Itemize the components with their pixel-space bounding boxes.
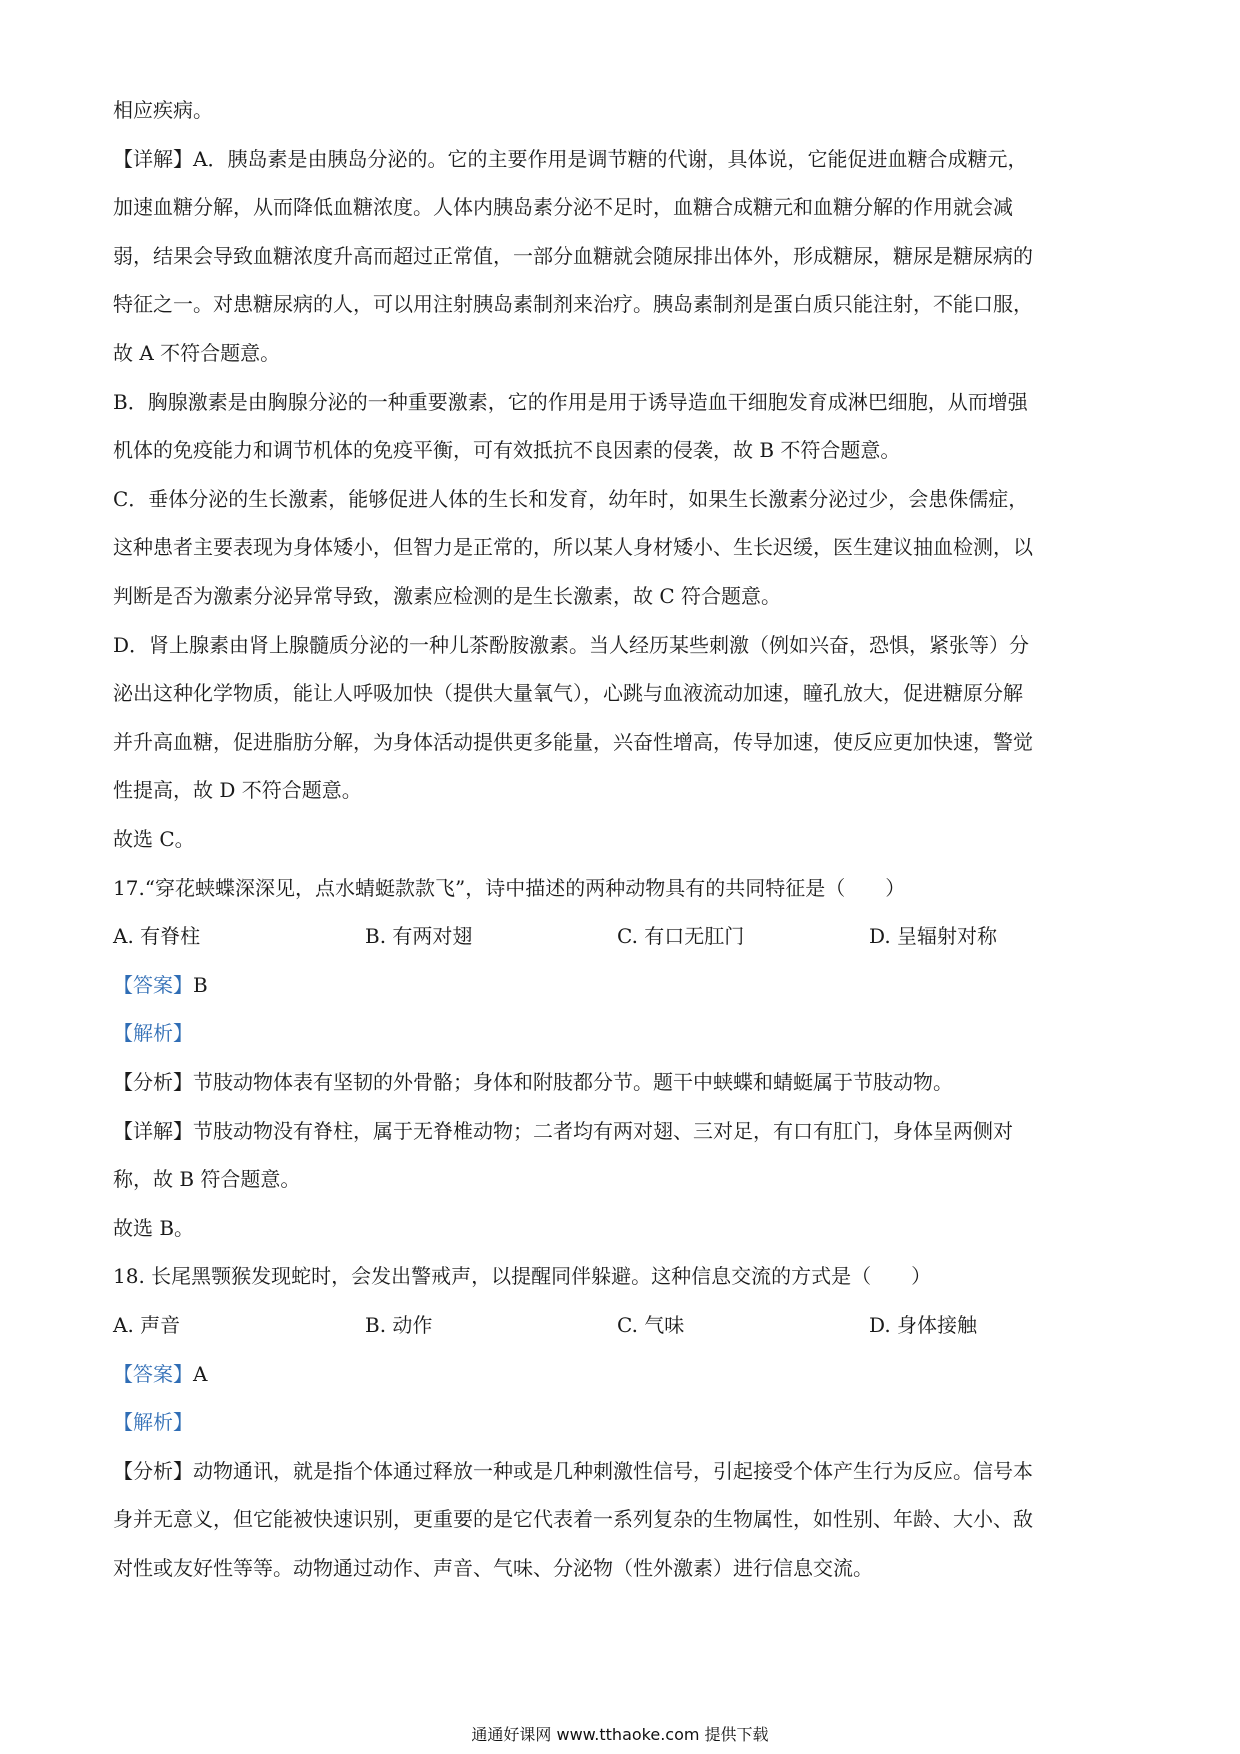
section-tag: 【解析】 — [113, 1021, 193, 1046]
line-text: 故选 B。 — [113, 1215, 195, 1240]
text-line — [113, 727, 1128, 757]
line-text: 相应疾病。 — [113, 98, 213, 122]
answer-option: D. 呈辐射对称 — [869, 924, 998, 949]
text-line — [113, 144, 1128, 174]
text-line — [113, 1116, 1128, 1146]
line-text: 身并无意义，但它能被快速识别，更重要的是它代表着一系列复杂的生物属性，如性别、年龄、大小、敌 — [113, 1507, 1033, 1532]
line-text: 对性或友好性等等。动物通过动作、声音、气味、分泌物（性外激素）进行信息交流。 — [113, 1556, 873, 1580]
section-tag: 【分析】 — [113, 1458, 193, 1483]
section-tag: 【分析】 — [113, 1070, 193, 1094]
line-text: 性提高，故 D 不符合题意。 — [113, 778, 362, 803]
text-line — [113, 873, 1128, 903]
text-line — [113, 824, 1128, 854]
section-tag: 【答案】 — [113, 972, 193, 997]
text-line — [113, 581, 1128, 611]
text-line — [113, 289, 1128, 319]
line-text: C．垂体分泌的生长激素，能够促进人体的生长和发育，幼年时，如果生长激素分泌过少，会患侏儒症， — [113, 486, 1029, 511]
answer-option: B. 有两对翅 — [365, 924, 473, 949]
line-text: B．胸腺激素是由胸腺分泌的一种重要激素，它的作用是用于诱导造血干细胞发育成淋巴细胞，从而增强 — [113, 389, 1028, 414]
line-text: 这种患者主要表现为身体矮小，但智力是正常的，所以某人身材矮小、生长迟缓，医生建议抽血检测，以 — [113, 535, 1033, 560]
line-text: 并升高血糖，促进脂肪分解，为身体活动提供更多能量，兴奋性增高，传导加速，使反应更加快速，警觉 — [113, 729, 1033, 754]
text-line — [113, 484, 1128, 514]
footer: 通通好课网 www.tthaoke.com 提供下载 — [471, 1725, 769, 1744]
line-text: B — [193, 972, 208, 997]
text-line — [113, 435, 1128, 465]
section-tag: 【详解】 — [113, 146, 193, 171]
text-line — [113, 1407, 1128, 1437]
text-line — [113, 1213, 1128, 1243]
text-line — [113, 241, 1128, 271]
line-text: 18. 长尾黑颚猴发现蛇时，会发出警戒声，以提醒同伴躲避。这种信息交流的方式是（ ） — [113, 1264, 932, 1289]
line-text: 弱，结果会导致血糖浓度升高而超过正常值，一部分血糖就会随尿排出体外，形成糖尿，糖尿是糖尿病的 — [113, 243, 1033, 268]
text-line — [113, 630, 1128, 660]
text-line — [113, 95, 1128, 125]
text-line — [113, 775, 1128, 805]
answer-option: C. 有口无肛门 — [617, 924, 745, 949]
answer-option: C. 气味 — [617, 1313, 685, 1337]
line-text: 特征之一。对患糖尿病的人，可以用注射胰岛素制剂来治疗。胰岛素制剂是蛋白质只能注射，不能口服， — [113, 292, 1033, 317]
text-line — [113, 1164, 1128, 1194]
text-line — [113, 678, 1128, 708]
text-line — [113, 1261, 1128, 1291]
line-text: 加速血糖分解，从而降低血糖浓度。人体内胰岛素分泌不足时，血糖合成糖元和血糖分解的作用就会减 — [113, 195, 1013, 220]
text-line — [113, 1553, 1128, 1583]
text-line — [113, 387, 1128, 417]
text-line — [113, 970, 1128, 1000]
text-line — [113, 192, 1128, 222]
line-text: 节肢动物体表有坚韧的外骨骼；身体和附肢都分节。题干中蛱蝶和蜻蜓属于节肢动物。 — [193, 1070, 953, 1094]
section-tag: 【解析】 — [113, 1410, 193, 1435]
answer-option: A. 有脊柱 — [113, 924, 201, 949]
text-line — [113, 1067, 1128, 1097]
line-text: 称，故 B 符合题意。 — [113, 1167, 301, 1192]
section-tag: 【答案】 — [113, 1361, 193, 1386]
line-text: 17.“穿花蛱蝶深深见，点水蜻蜓款款飞”，诗中描述的两种动物具有的共同特征是（ ） — [113, 875, 906, 900]
answer-option: B. 动作 — [365, 1313, 433, 1337]
line-text: 判断是否为激素分泌异常导致，激素应检测的是生长激素，故 C 符合题意。 — [113, 584, 782, 608]
line-text: 泌出这种化学物质，能让人呼吸加快（提供大量氧气），心跳与血液流动加速，瞳孔放大，促进糖原分解 — [113, 681, 1023, 706]
line-text: 节肢动物没有脊柱，属于无脊椎动物；二者均有两对翅、三对足，有口有肛门，身体呈两侧对 — [193, 1118, 1013, 1143]
text-line — [113, 1018, 1128, 1048]
text-line — [113, 532, 1128, 562]
text-line — [113, 1456, 1128, 1486]
line-text: 故 A 不符合题意。 — [113, 341, 281, 365]
line-text: 机体的免疫能力和调节机体的免疫平衡，可有效抵抗不良因素的侵袭，故 B 不符合题意。 — [113, 438, 901, 463]
text-line — [113, 1359, 1128, 1389]
section-tag: 【详解】 — [113, 1118, 193, 1143]
answer-option: D. 身体接触 — [869, 1313, 978, 1337]
line-text: 故选 C。 — [113, 827, 195, 851]
line-text: A．胰岛素是由胰岛分泌的。它的主要作用是调节糖的代谢，具体说，它能促进血糖合成糖元， — [193, 146, 1028, 171]
line-text: D．肾上腺素由肾上腺髓质分泌的一种儿茶酚胺激素。当人经历某些刺激（例如兴奋，恐惧，紧张等）分 — [113, 632, 1030, 657]
answer-option: A. 声音 — [113, 1313, 181, 1337]
line-text: 动物通讯，就是指个体通过释放一种或是几种刺激性信号，引起接受个体产生行为反应。信号本 — [193, 1458, 1033, 1483]
text-line — [113, 1504, 1128, 1534]
text-line — [113, 338, 1128, 368]
line-text: A — [193, 1361, 208, 1386]
